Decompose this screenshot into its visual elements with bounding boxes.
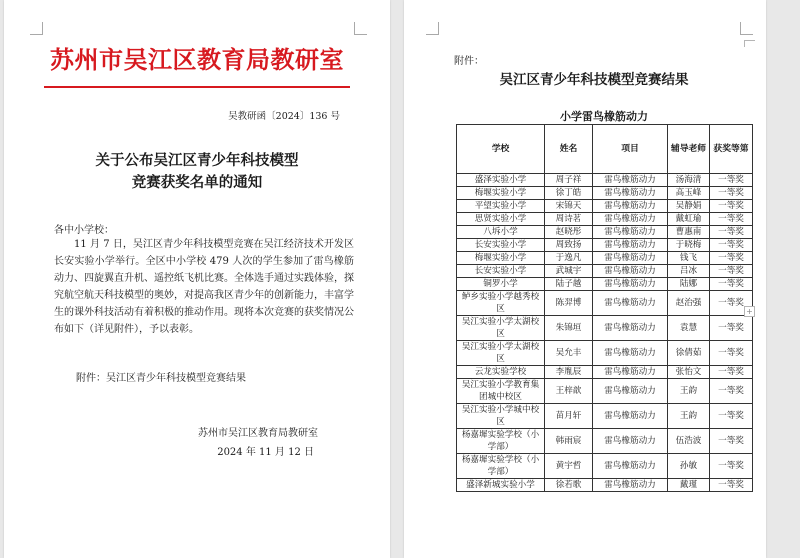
notice-body-paragraph: 11 月 7 日，吴江区青少年科技模型竞赛在吴江经济技术开发区长安实验小学举行。全区中小学校 479 人次的学生参加了雷鸟橡筋动力、四旋翼直升机、遥控纸飞机比赛。全体选手通过实践体验，探究航空航天科技模型的奥妙，对提高我区青少年的创新能力，丰富学生的课外科技活动有着积极的推动作用。现将本次竞赛的获奖情况公布如下（详见附件），予以表彰。 xyxy=(54,239,354,335)
table-row xyxy=(457,404,753,429)
document-number: 吴教研函〔2024〕136 号 xyxy=(228,111,340,122)
cell-event: 雷鸟橡筋动力 xyxy=(593,226,668,239)
cell-name: 黄宇哲 xyxy=(545,454,593,479)
cell-coach: 于晓梅 xyxy=(668,239,710,252)
cell-award: 一等奖 xyxy=(710,226,753,239)
cell-coach: 吴静娟 xyxy=(668,200,710,213)
attachment-note: 附件：吴江区青少年科技模型竞赛结果 xyxy=(76,373,246,384)
cell-name: 朱锦垣 xyxy=(545,316,593,341)
cell-event: 雷鸟橡筋动力 xyxy=(593,213,668,226)
notice-page xyxy=(4,0,390,558)
cell-event: 雷鸟橡筋动力 xyxy=(593,454,668,479)
cell-event: 雷鸟橡筋动力 xyxy=(593,265,668,278)
cell-coach: 汤海清 xyxy=(668,174,710,187)
cell-event: 雷鸟橡筋动力 xyxy=(593,341,668,366)
crop-mark xyxy=(740,22,753,35)
cell-name: 徐丁皓 xyxy=(545,187,593,200)
table-row xyxy=(457,174,753,187)
cell-award: 一等奖 xyxy=(710,316,753,341)
table-row xyxy=(457,479,753,492)
cell-school: 杨嘉墀实验学校（小学部） xyxy=(457,429,545,454)
section-title: 小学雷鸟橡筋动力 xyxy=(560,110,648,123)
cell-coach: 王韵 xyxy=(668,379,710,404)
cell-award: 一等奖 xyxy=(710,429,753,454)
cell-award: 一等奖 xyxy=(710,366,753,379)
cell-school: 吴江实验小学城中校区 xyxy=(457,404,545,429)
table-row xyxy=(457,200,753,213)
cell-name: 徐若歌 xyxy=(545,479,593,492)
cell-school: 吴江实验小学太湖校区 xyxy=(457,316,545,341)
table-header-row xyxy=(457,125,753,174)
cell-event: 雷鸟橡筋动力 xyxy=(593,404,668,429)
cell-award: 一等奖 xyxy=(710,239,753,252)
cell-school: 鲈乡实验小学越秀校区 xyxy=(457,291,545,316)
cell-coach: 王韵 xyxy=(668,404,710,429)
header-award: 获奖等第 xyxy=(710,125,753,174)
cell-event: 雷鸟橡筋动力 xyxy=(593,174,668,187)
cell-event: 雷鸟橡筋动力 xyxy=(593,278,668,291)
cell-name: 赵晓彤 xyxy=(545,226,593,239)
cell-coach: 孙敏 xyxy=(668,454,710,479)
margin-marker xyxy=(744,40,755,47)
cell-school: 云龙实验学校 xyxy=(457,366,545,379)
cell-event: 雷鸟橡筋动力 xyxy=(593,479,668,492)
cell-school: 长安实验小学 xyxy=(457,239,545,252)
header-coach: 辅导老师 xyxy=(668,125,710,174)
cell-coach: 戴虹瑜 xyxy=(668,213,710,226)
cell-name: 于逸凡 xyxy=(545,252,593,265)
cell-award: 一等奖 xyxy=(710,174,753,187)
cell-coach: 袁慧 xyxy=(668,316,710,341)
cell-event: 雷鸟橡筋动力 xyxy=(593,252,668,265)
cell-event: 雷鸟橡筋动力 xyxy=(593,379,668,404)
cell-coach: 徐倩茹 xyxy=(668,341,710,366)
results-table xyxy=(456,124,753,492)
cell-event: 雷鸟橡筋动力 xyxy=(593,316,668,341)
cell-name: 陆子越 xyxy=(545,278,593,291)
signature-date: 2024 年 11 月 12 日 xyxy=(217,447,314,458)
table-row xyxy=(457,213,753,226)
cell-school: 盛泽实验小学 xyxy=(457,174,545,187)
results-title: 吴江区青少年科技模型竞赛结果 xyxy=(499,72,689,88)
cell-name: 吴允丰 xyxy=(545,341,593,366)
cell-name: 王梓歆 xyxy=(545,379,593,404)
signature-org: 苏州市吴江区教育局教研室 xyxy=(198,428,318,439)
cell-school: 盛泽新城实验小学 xyxy=(457,479,545,492)
table-row xyxy=(457,239,753,252)
cell-award: 一等奖 xyxy=(710,379,753,404)
table-row xyxy=(457,366,753,379)
attachment-label: 附件： xyxy=(454,56,484,67)
cell-coach: 钱飞 xyxy=(668,252,710,265)
cell-award: 一等奖 xyxy=(710,278,753,291)
cell-event: 雷鸟橡筋动力 xyxy=(593,239,668,252)
cell-coach: 张怡文 xyxy=(668,366,710,379)
issuer-header: 苏州市吴江区教育局教研室 xyxy=(50,45,344,74)
cell-award: 一等奖 xyxy=(710,265,753,278)
header-name: 姓名 xyxy=(545,125,593,174)
cell-name: 武城宇 xyxy=(545,265,593,278)
cell-school: 梅堰实验小学 xyxy=(457,187,545,200)
cell-name: 韩雨宸 xyxy=(545,429,593,454)
table-row xyxy=(457,252,753,265)
cell-name: 周诗茗 xyxy=(545,213,593,226)
results-table-body xyxy=(457,174,753,492)
table-row xyxy=(457,316,753,341)
cell-event: 雷鸟橡筋动力 xyxy=(593,200,668,213)
cell-event: 雷鸟橡筋动力 xyxy=(593,291,668,316)
cell-award: 一等奖 xyxy=(710,187,753,200)
cell-award: 一等奖 xyxy=(710,341,753,366)
notice-title xyxy=(44,150,350,194)
table-row xyxy=(457,454,753,479)
cell-coach: 曹惠南 xyxy=(668,226,710,239)
red-divider xyxy=(44,86,350,88)
cell-award: 一等奖 xyxy=(710,404,753,429)
notice-title-line1: 关于公布吴江区青少年科技模型 xyxy=(95,152,299,169)
cell-name: 李胤辰 xyxy=(545,366,593,379)
crop-mark xyxy=(426,22,439,35)
cell-event: 雷鸟橡筋动力 xyxy=(593,429,668,454)
crop-mark xyxy=(354,22,367,35)
cell-school: 杨嘉墀实验学校（小学部） xyxy=(457,454,545,479)
cell-award: 一等奖 xyxy=(710,291,753,316)
cell-name: 周致扬 xyxy=(545,239,593,252)
cell-school: 铜罗小学 xyxy=(457,278,545,291)
header-school: 学校 xyxy=(457,125,545,174)
cell-event: 雷鸟橡筋动力 xyxy=(593,366,668,379)
cell-award: 一等奖 xyxy=(710,479,753,492)
cell-school: 吴江实验小学教育集团城中校区 xyxy=(457,379,545,404)
table-row xyxy=(457,278,753,291)
cell-award: 一等奖 xyxy=(710,454,753,479)
cell-coach: 戴瑾 xyxy=(668,479,710,492)
cell-award: 一等奖 xyxy=(710,213,753,226)
cell-coach: 陆娜 xyxy=(668,278,710,291)
cell-coach: 吕冰 xyxy=(668,265,710,278)
table-row xyxy=(457,187,753,200)
cell-school: 吴江实验小学太湖校区 xyxy=(457,341,545,366)
table-row xyxy=(457,429,753,454)
table-row xyxy=(457,341,753,366)
header-event: 项目 xyxy=(593,125,668,174)
cell-school: 八坼小学 xyxy=(457,226,545,239)
table-row xyxy=(457,226,753,239)
table-row xyxy=(457,265,753,278)
cell-school: 思贤实验小学 xyxy=(457,213,545,226)
cell-event: 雷鸟橡筋动力 xyxy=(593,187,668,200)
results-page xyxy=(404,0,766,558)
notice-body xyxy=(54,236,354,338)
cell-award: 一等奖 xyxy=(710,200,753,213)
cell-coach: 高玉峰 xyxy=(668,187,710,200)
cell-name: 宋锦天 xyxy=(545,200,593,213)
crop-mark xyxy=(30,22,43,35)
cell-school: 长安实验小学 xyxy=(457,265,545,278)
cell-award: 一等奖 xyxy=(710,252,753,265)
cell-school: 梅堰实验小学 xyxy=(457,252,545,265)
salutation: 各中小学校： xyxy=(54,225,114,236)
cell-coach: 赵治强 xyxy=(668,291,710,316)
notice-title-line2: 竞赛获奖名单的通知 xyxy=(131,174,263,191)
cell-name: 周子祥 xyxy=(545,174,593,187)
cell-coach: 伍浩波 xyxy=(668,429,710,454)
table-row xyxy=(457,291,753,316)
cell-name: 苗月轩 xyxy=(545,404,593,429)
cell-name: 陈羿博 xyxy=(545,291,593,316)
expand-handle[interactable]: + xyxy=(744,306,755,317)
table-row xyxy=(457,379,753,404)
cell-school: 平望实验小学 xyxy=(457,200,545,213)
